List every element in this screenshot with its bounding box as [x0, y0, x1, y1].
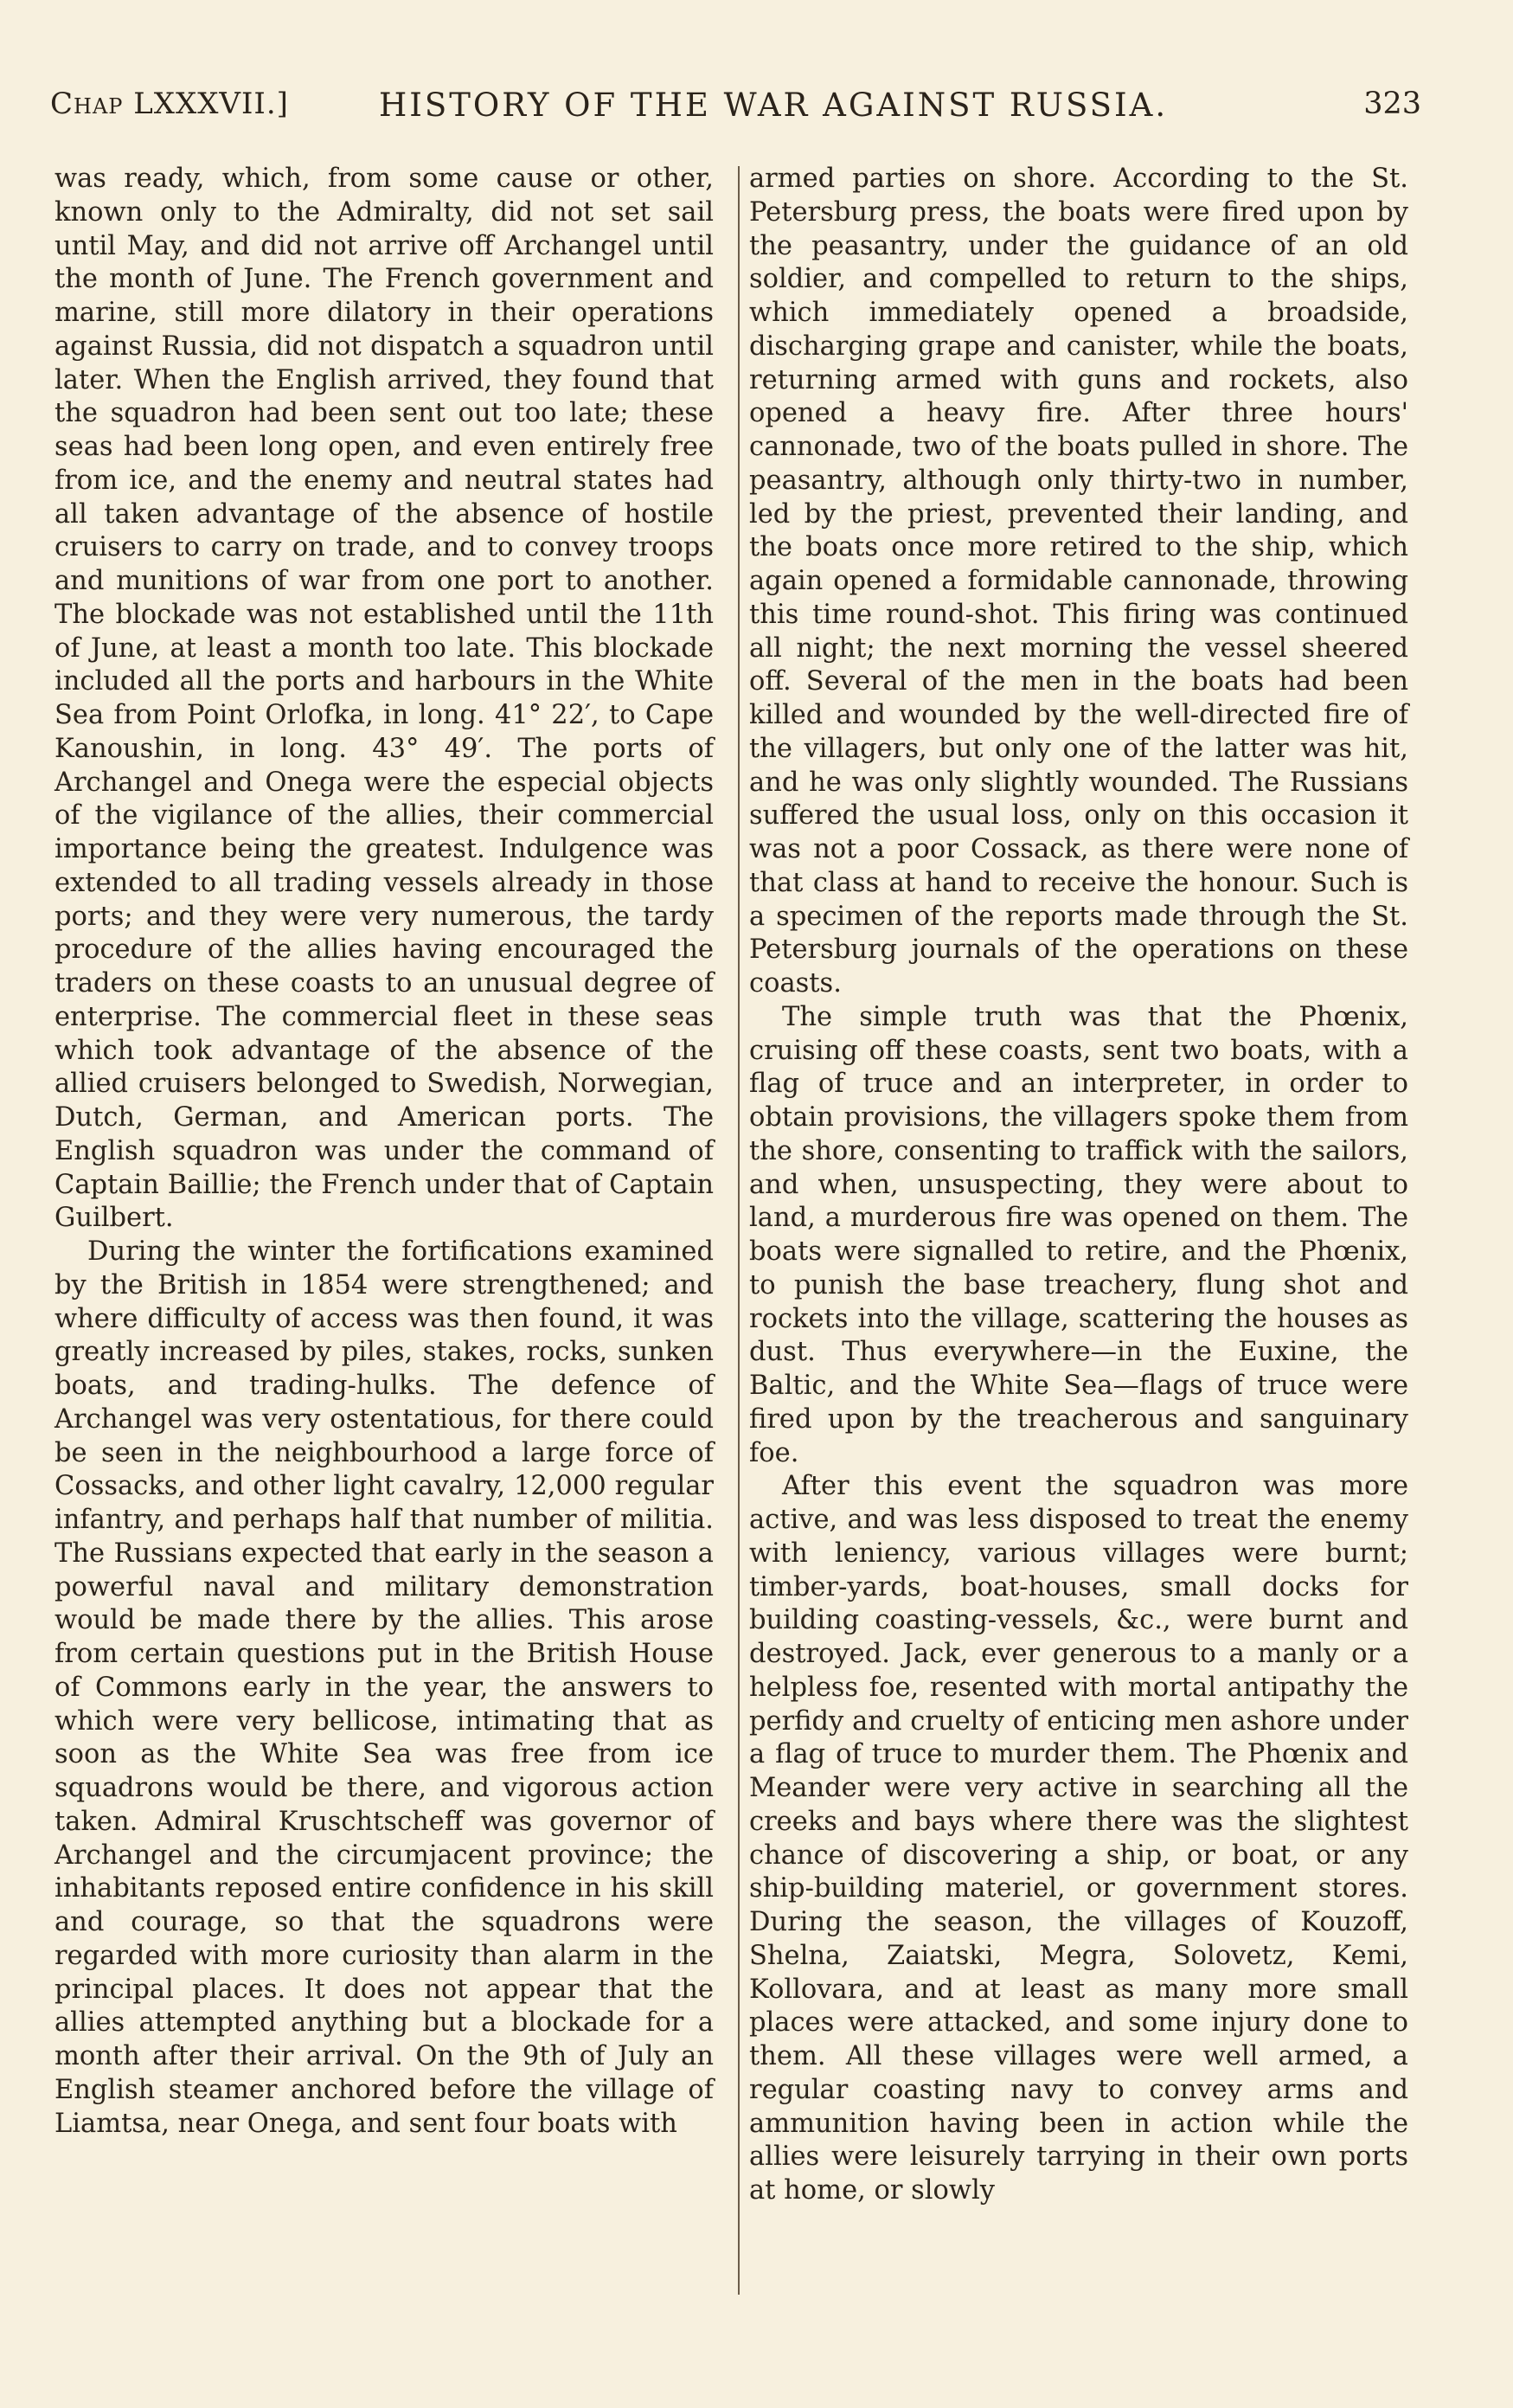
paragraph: The simple truth was that the Phœnix, cruising off these coasts, sent two boats, with a flag of truce and an interpreter, in order to obtain provisions, the villagers spoke them from the shore, consenting to traffick with the sailors, and when, unsuspecting, they were about to land, a murderous fire was opened on them. The boats were signalled to retire, and the Phœnix, to punish the base treachery, flung shot and rockets into the village, scattering the houses as dust. Thus everywhere—in the Euxine, the Baltic, and the White Sea—flags of truce were fired upon by the treacherous and sanguinary foe.: [749, 1001, 1408, 1468]
right-column: [749, 163, 1408, 2208]
running-header: [50, 87, 1421, 138]
running-title: HISTORY OF THE WAR AGAINST RUSSIA.: [379, 87, 1169, 124]
chapter-label: Chap LXXXVII.]: [50, 87, 289, 121]
paragraph: was ready, which, from some cause or other, known only to the Admiralty, did not set sail until May, and did not arrive off Archangel until the month of June. The French government and marine, still more dilatory in their operations against Russia, did not dispatch a squadron until later. When the English arrived, they found that the squadron had been sent out too late; these seas had been long open, and even entirely free from ice, and the enemy and neutral states had all taken advantage of the absence of hostile cruisers to carry on trade, and to convey troops and munitions of war from one port to another. The blockade was not established until the 11th of June, at least a month too late. This blockade included all the ports and harbours in the White Sea from Point Orlofka, in long. 41° 22′, to Cape Kanoushin, in long. 43° 49′. The ports of Archangel and Onega were the especial objects of the vigilance of the allies, their commercial importance being the greatest. Indulgence was extended to all trading vessels already in those ports; and they were very numerous, the tardy procedure of the allies having encouraged the traders on these coasts to an unusual degree of enterprise. The commercial fleet in these seas which took advantage of the absence of the allied cruisers belonged to Swedish, Norwegian, Dutch, German, and American ports. The English squadron was under the command of Captain Baillie; the French under that of Captain Guilbert.: [54, 164, 714, 1234]
page-number: 323: [1363, 87, 1421, 121]
paragraph: During the winter the fortifications examined by the British in 1854 were strengthened; and where difficulty of access was then found, it was greatly increased by piles, stakes, rocks, sunken boats, and trading-hulks. The defence of Archangel was very ostentatious, for there could be seen in the neighbourhood a large force of Cossacks, and other light cavalry, 12,000 regular infantry, and perhaps half that number of militia. The Russians expected that early in the season a powerful naval and military demonstration would be made there by the allies. This arose from certain questions put in the British House of Commons early in the year, the answers to which were very bellicose, intimating that as soon as the White Sea was free from ice squadrons would be there, and vigorous action taken. Admiral Kruschtscheff was governor of Archangel and the circumjacent province; the inhabitants reposed entire confidence in his skill and courage, so that the squadrons were regarded with more curiosity than alarm in the principal places. It does not appear that the allies attempted anything but a blockade for a month after their arrival. On the 9th of July an English steamer anchored before the village of Liamtsa, near Onega, and sent four boats with: [54, 1236, 714, 2139]
left-column: [54, 163, 714, 2141]
paragraph: After this event the squadron was more active, and was less disposed to treat the enemy with leniency, various villages were burnt; timber-yards, boat-houses, small docks for building coasting-vessels, &c., were burnt and destroyed. Jack, ever generous to a manly or a helpless foe, resented with mortal antipathy the perfidy and cruelty of enticing men ashore under a flag of truce to murder them. The Phœnix and Meander were very active in searching all the creeks and bays where there was the slightest chance of discovering a ship, or boat, or any ship-building materiel, or government stores. During the season, the villages of Kouzoff, Shelna, Zaiatski, Megra, Solovetz, Kemi, Kollovara, and at least as many more small places were attacked, and some injury done to them. All these villages were well armed, a regular coasting navy to convey arms and ammunition having been in action while the allies were leisurely tarrying in their own ports at home, or slowly: [749, 1471, 1408, 2206]
column-divider: [738, 166, 740, 2295]
paragraph: armed parties on shore. According to the St. Petersburg press, the boats were fired upon by the peasantry, under the guidance of an old soldier, and compelled to return to the ships, which immediately opened a broadside, discharging grape and canister, while the boats, returning armed with guns and rockets, also opened a heavy fire. After three hours' cannonade, two of the boats pulled in shore. The peasantry, although only thirty-two in number, led by the priest, prevented their landing, and the boats once more retired to the ship, which again opened a formidable cannonade, throwing this time round-shot. This firing was continued all night; the next morning the vessel sheered off. Several of the men in the boats had been killed and wounded by the well-directed fire of the villagers, but only one of the latter was hit, and he was only slightly wounded. The Russians suffered the usual loss, only on this occasion it was not a poor Cossack, as there were none of that class at hand to receive the honour. Such is a specimen of the reports made through the St. Petersburg journals of the operations on these coasts.: [749, 164, 1408, 999]
